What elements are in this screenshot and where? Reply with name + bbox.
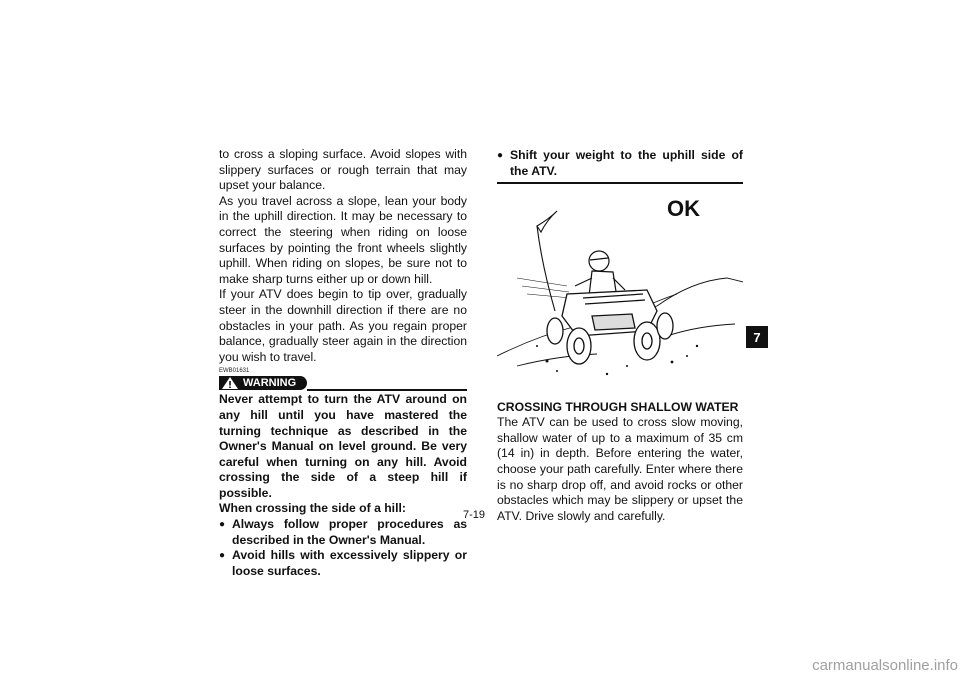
warning-text: Never attempt to turn the ATV around on any hill until you have mastered the turning technique as described in the Owner's Manual on level ground. Be very careful when turning on any hill. Avoid crossing the side of a steep hill if possible. [219,392,467,500]
right-column [497,148,743,524]
paragraph-shallow-water: The ATV can be used to cross slow moving, shallow water of up to a maximum of 35 cm (14 in) in depth. Before entering the water, choose your path carefully. Enter where there is no sharp drop off, and avoid rocks or other obstacles which may be slippery or upset the ATV. Drive slowly and carefully. [497,415,743,523]
warning-badge [219,376,307,390]
paragraph-slope-surface: to cross a sloping surface. Avoid slopes with slippery surfaces or rough terrain that may upset your balance. [219,147,467,193]
atv-crossing-slope-illustration [497,186,743,396]
warning-label: WARNING [243,376,297,389]
figure-label-ok: OK [667,195,700,221]
bullet-icon: ● [497,150,504,161]
watermark: carmanualsonline.info [812,657,958,674]
warning-bullet-continued [497,148,743,179]
warning-header [219,376,467,392]
warning-bullet-text: Shift your weight to the uphill side of the ATV. [510,148,743,178]
warning-subheading: When crossing the side of a hill: [219,501,406,516]
page-number: 7-19 [463,509,486,521]
warning-bullet [219,548,467,579]
bullet-icon: ● [219,519,226,531]
section-heading-shallow-water: CROSSING THROUGH SHALLOW WATER [497,399,739,414]
warning-rule [307,389,467,391]
warning-bullet [219,517,467,548]
motion-lines-icon [517,278,571,298]
paragraph-tip-over: If your ATV does begin to tip over, gradually steer in the downhill direction if there are no obstacles in your path. As you regain proper balance, gradually steer again in the direction you wish to travel. [219,287,467,364]
atv-icon [547,290,673,364]
water-splash-icon [536,344,698,374]
bullet-icon: ● [219,550,226,562]
paragraph-lean-uphill: As you travel across a slope, lean your body in the uphill direction. It may be necessary to correct the steering when riding on loose surfaces by pointing the front wheels slightly uphill. When riding on slopes, be sure not to make sharp turns either up or down hill. [219,193,467,286]
warning-triangle-icon [221,376,239,390]
left-column [219,147,467,579]
warning-bullet-text: Avoid hills with excessively slippery or loose surfaces. [232,548,467,578]
chapter-tab: 7 [746,326,768,348]
warning-bullet-text: Always follow proper procedures as described in the Owner's Manual. [232,517,467,547]
warning-code: EWB01631 [219,368,250,375]
warning-end-rule [497,182,743,184]
